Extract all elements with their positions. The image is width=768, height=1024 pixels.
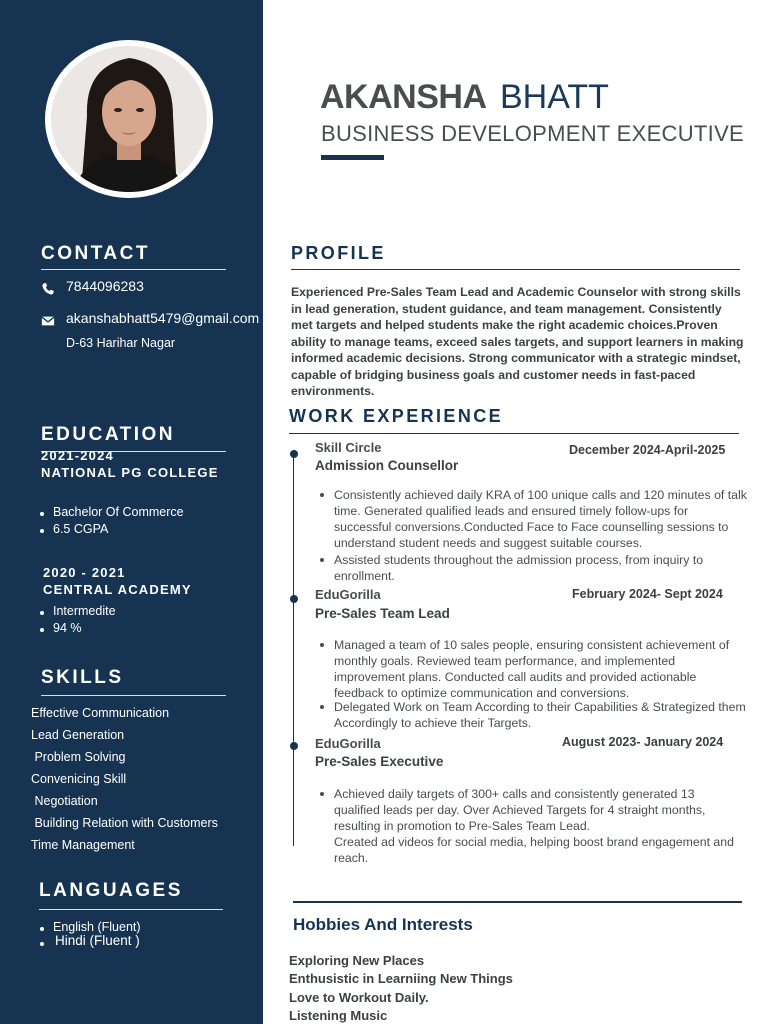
contact-divider	[41, 269, 226, 270]
bullet	[320, 493, 324, 497]
bullet	[40, 512, 44, 516]
contact-email[interactable]: akanshabhatt5479@gmail.com	[66, 310, 260, 326]
education-heading: EDUCATION	[41, 424, 176, 445]
job-role: Admission Counsellor	[315, 458, 459, 473]
timeline-marker	[290, 595, 298, 603]
job-company: Skill Circle	[315, 440, 382, 455]
last-name: BHATT	[500, 78, 609, 116]
job-bullet-text: Assisted students throughout the admission process, from inquiry to enrollment.	[334, 553, 704, 583]
job-bullet-text: Created ad videos for social media, helping boost brand engagement and reach.	[334, 835, 734, 865]
job-dates: February 2024- Sept 2024	[572, 587, 723, 601]
job-role: Pre-Sales Executive	[315, 754, 444, 769]
education-years: 2020 - 2021	[43, 565, 126, 580]
experience-heading: WORK EXPERIENCE	[289, 406, 504, 426]
bullet	[40, 628, 44, 632]
timeline-marker	[290, 450, 298, 458]
first-name: AKANSHA	[320, 78, 487, 116]
hobby-item: Enthusistic in Learniing New Things	[289, 971, 513, 986]
skill-item: Convenicing Skill	[31, 772, 127, 786]
education-detail: 94 %	[53, 621, 82, 635]
job-title: BUSINESS DEVELOPMENT EXECUTIVE	[321, 121, 745, 146]
envelope-icon	[41, 314, 55, 328]
title-accent-bar	[321, 155, 384, 160]
profile-photo	[51, 46, 207, 192]
profile-summary: Experienced Pre-Sales Team Lead and Academic Counselor with strong skills in lead generation, student guidance, and team management. Consistently met targets and helped students make the right academic choices.Proven ability to manage teams, exceed sales targets, and support learners in making informed academic decisions. Strong communicator with a strategic mindset, capable of bridging business goals and customer needs in fast-paced environments.	[291, 285, 744, 398]
bullet	[40, 611, 44, 615]
skills-heading: SKILLS	[41, 667, 124, 688]
experience-divider	[289, 433, 739, 434]
bullet	[40, 927, 44, 931]
language-item: Hindi (Fluent )	[55, 933, 140, 948]
bullet	[320, 643, 324, 647]
education-detail: 6.5 CGPA	[53, 522, 109, 536]
sidebar	[0, 0, 263, 1024]
education-detail: Bachelor Of Commerce	[53, 505, 184, 519]
profile-photo-frame	[45, 40, 213, 198]
job-company: EduGorilla	[315, 736, 381, 751]
profile-divider	[291, 269, 740, 270]
contact-address: D-63 Harihar Nagar	[66, 336, 176, 350]
skill-item: Negotiation	[31, 794, 98, 808]
job-company: EduGorilla	[315, 587, 381, 602]
skill-item: Lead Generation	[31, 728, 125, 742]
job-bullet-text: Managed a team of 10 sales people, ensuring consistent achievement of monthly goals. Reviewed team performance, and implemented improvement plans. Conducted call audits and provided actionable feedback to optimize communication and conversions.	[334, 638, 730, 700]
bullet	[40, 529, 44, 533]
bullet	[320, 558, 324, 562]
hobbies-heading: Hobbies And Interests	[293, 915, 473, 934]
contact-phone[interactable]: 7844096283	[66, 278, 144, 294]
skill-item: Problem Solving	[31, 750, 126, 764]
skills-divider	[41, 695, 226, 696]
languages-divider	[39, 909, 223, 910]
language-item: English (Fluent)	[53, 920, 141, 934]
skill-item: Time Management	[31, 838, 135, 852]
hobby-item: Exploring New Places	[289, 953, 425, 968]
bullet	[320, 705, 324, 709]
hobby-item: Listening Music	[289, 1008, 388, 1023]
education-detail: Intermedite	[53, 604, 116, 618]
job-bullet-text: Delegated Work on Team According to their Capabilities & Strategized them Accordingly to achieve their Targets.	[334, 700, 746, 730]
hobbies-divider	[293, 901, 742, 903]
education-years: 2021-2024	[41, 448, 114, 463]
hobby-item: Love to Workout Daily.	[289, 990, 429, 1005]
contact-heading: CONTACT	[41, 243, 150, 264]
profile-heading: PROFILE	[291, 243, 386, 263]
job-bullet-text: Consistently achieved daily KRA of 100 unique calls and 120 minutes of talk time. Generated qualified leads and ensured timely follow-ups for successful conversions.Conducted Face to Face counselling sessions to understand student needs and suggest suitable courses.	[334, 488, 747, 550]
phone-icon	[41, 282, 55, 296]
timeline-marker	[290, 742, 298, 750]
job-role: Pre-Sales Team Lead	[315, 606, 450, 621]
timeline	[293, 452, 294, 846]
education-institution: NATIONAL PG COLLEGE	[41, 465, 219, 480]
languages-heading: LANGUAGES	[39, 880, 183, 901]
bullet	[320, 792, 324, 796]
bullet	[40, 942, 44, 946]
job-bullet-text: Achieved daily targets of 300+ calls and consistently generated 13 qualified leads per day. Over Achieved Targets for 4 straight months, resulting in promotion to Pre-Sales Team Lead.	[334, 787, 706, 833]
job-dates: August 2023- January 2024	[562, 735, 724, 749]
skill-item: Building Relation with Customers	[31, 816, 218, 830]
skill-item: Effective Communication	[31, 706, 170, 720]
job-dates: December 2024-April-2025	[569, 443, 726, 457]
education-institution: CENTRAL ACADEMY	[43, 582, 192, 597]
